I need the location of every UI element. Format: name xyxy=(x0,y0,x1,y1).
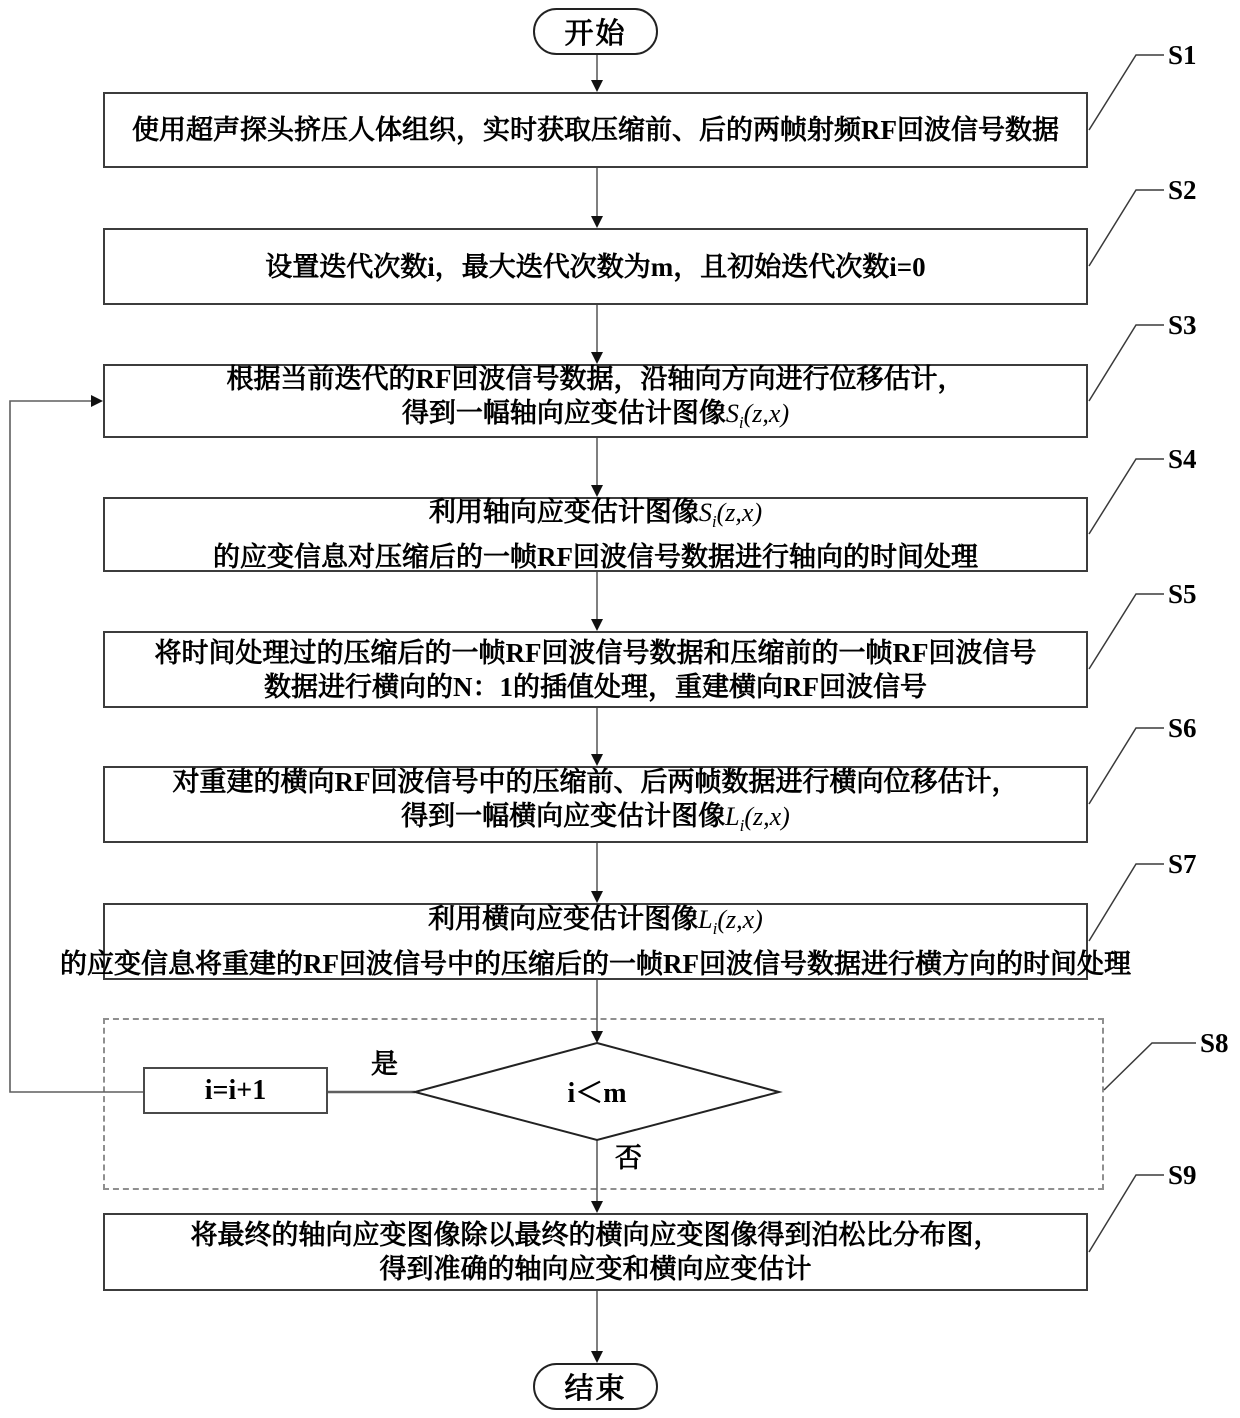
s4-line1 xyxy=(429,495,762,539)
leader-s1 xyxy=(1089,55,1164,130)
step-tag-s3: S3 xyxy=(1168,309,1197,340)
increment-label: i=i+1 xyxy=(204,1074,267,1106)
yes-branch-label: 是 xyxy=(371,1049,398,1079)
step-tag-s4: S4 xyxy=(1168,443,1197,474)
s6-formula-subscript: i xyxy=(739,816,745,836)
leader-s8 xyxy=(1104,1043,1196,1090)
leader-s2 xyxy=(1089,190,1164,266)
arrowhead-into-end xyxy=(591,1351,603,1363)
s6-formula xyxy=(725,802,790,836)
process-box-s1 xyxy=(103,92,1088,168)
leader-s9 xyxy=(1089,1175,1164,1252)
s3-line1: 根据当前迭代的RF回波信号数据，沿轴向方向进行位移估计， xyxy=(226,363,965,394)
step-tag-s5: S5 xyxy=(1168,578,1197,609)
arrowhead-into-s2 xyxy=(591,216,603,228)
increment-box xyxy=(143,1067,328,1114)
start-label: 开始 xyxy=(564,18,627,50)
leader-s7 xyxy=(1089,864,1164,941)
s3-line2 xyxy=(402,396,789,440)
leader-s5 xyxy=(1089,594,1164,669)
arrowhead-into-s7 xyxy=(591,891,603,903)
process-box-s7 xyxy=(60,903,1131,980)
s4-formula xyxy=(698,498,763,532)
s3-line2-text: 得到一幅轴向应变估计图像 xyxy=(401,397,726,428)
s3-formula-symbol: S xyxy=(725,398,739,428)
s5-line1: 将时间处理过的压缩后的一帧RF回波信号数据和压缩前的一帧RF回波信号 xyxy=(154,637,1037,668)
s9-line1: 将最终的轴向应变图像除以最终的横向应变图像得到泊松比分布图， xyxy=(190,1220,1001,1250)
end-terminal xyxy=(533,1363,658,1410)
step-tag-s1: S1 xyxy=(1168,39,1197,70)
s7-formula-args: (z,x) xyxy=(717,905,763,935)
step-leader-lines xyxy=(1089,55,1196,1252)
arrowhead-into-s9 xyxy=(591,1201,603,1213)
process-box-s2 xyxy=(103,228,1088,305)
s4-formula-args: (z,x) xyxy=(716,498,763,528)
s6-formula-symbol: L xyxy=(725,802,740,832)
s6-line2-text: 得到一幅横向应变估计图像 xyxy=(401,801,726,832)
s6-formula-args: (z,x) xyxy=(744,802,790,832)
arrowhead-into-s6 xyxy=(591,754,603,766)
leader-s6 xyxy=(1089,728,1164,804)
start-terminal xyxy=(533,8,658,55)
s7-formula-subscript: i xyxy=(712,919,718,939)
s6-line1: 对重建的横向RF回波信号中的压缩前、后两帧数据进行横向位移估计， xyxy=(172,767,1019,798)
step-tag-s6: S6 xyxy=(1168,712,1197,743)
leader-s3 xyxy=(1089,325,1164,401)
process-box-s3 xyxy=(103,364,1088,438)
s1-text: 使用超声探头挤压人体组织，实时获取压缩前、后的两帧射频RF回波信号数据 xyxy=(132,115,1059,145)
arrowhead-into-s5 xyxy=(591,619,603,631)
s7-line1 xyxy=(428,902,763,946)
end-label: 结束 xyxy=(564,1373,627,1405)
process-box-s9 xyxy=(103,1213,1088,1291)
step-tag-s8: S8 xyxy=(1200,1027,1229,1058)
s7-formula xyxy=(698,905,763,939)
step-tag-s7: S7 xyxy=(1168,848,1197,879)
s6-line2 xyxy=(401,799,790,843)
s4-line1-text: 利用轴向应变估计图像 xyxy=(428,497,699,528)
s4-formula-subscript: i xyxy=(711,512,717,532)
s7-line1-text: 利用横向应变估计图像 xyxy=(428,904,699,935)
s3-formula xyxy=(725,398,790,433)
s4-line2: 的应变信息对压缩后的一帧RF回波信号数据进行轴向的时间处理 xyxy=(213,541,978,572)
decision-condition: i＜m xyxy=(567,1078,627,1109)
process-box-s4 xyxy=(103,497,1088,572)
arrowhead-into-decision xyxy=(591,1031,603,1043)
step-tag-s2: S2 xyxy=(1168,174,1197,205)
s3-formula-subscript: i xyxy=(738,413,744,433)
s2-text: 设置迭代次数i，最大迭代次数为m，且初始迭代次数i=0 xyxy=(265,251,926,282)
s7-line2: 的应变信息将重建的RF回波信号中的压缩后的一帧RF回波信号数据进行横方向的时间处理 xyxy=(60,948,1131,979)
arrowhead-feedback-into-s3 xyxy=(91,395,103,407)
s5-line2: 数据进行横向的N：1的插值处理，重建横向RF回波信号 xyxy=(264,671,927,702)
s4-formula-symbol: S xyxy=(698,498,712,528)
arrowhead-into-s1 xyxy=(591,80,603,92)
s7-formula-symbol: L xyxy=(698,905,713,935)
process-box-s5 xyxy=(103,631,1088,708)
process-box-s6 xyxy=(103,766,1088,843)
step-tag-s9: S9 xyxy=(1168,1159,1197,1190)
leader-s4 xyxy=(1089,459,1164,534)
s3-formula-args: (z,x) xyxy=(743,398,790,428)
no-branch-label: 否 xyxy=(615,1143,642,1173)
s9-line2: 得到准确的轴向应变和横向应变估计 xyxy=(379,1254,812,1284)
